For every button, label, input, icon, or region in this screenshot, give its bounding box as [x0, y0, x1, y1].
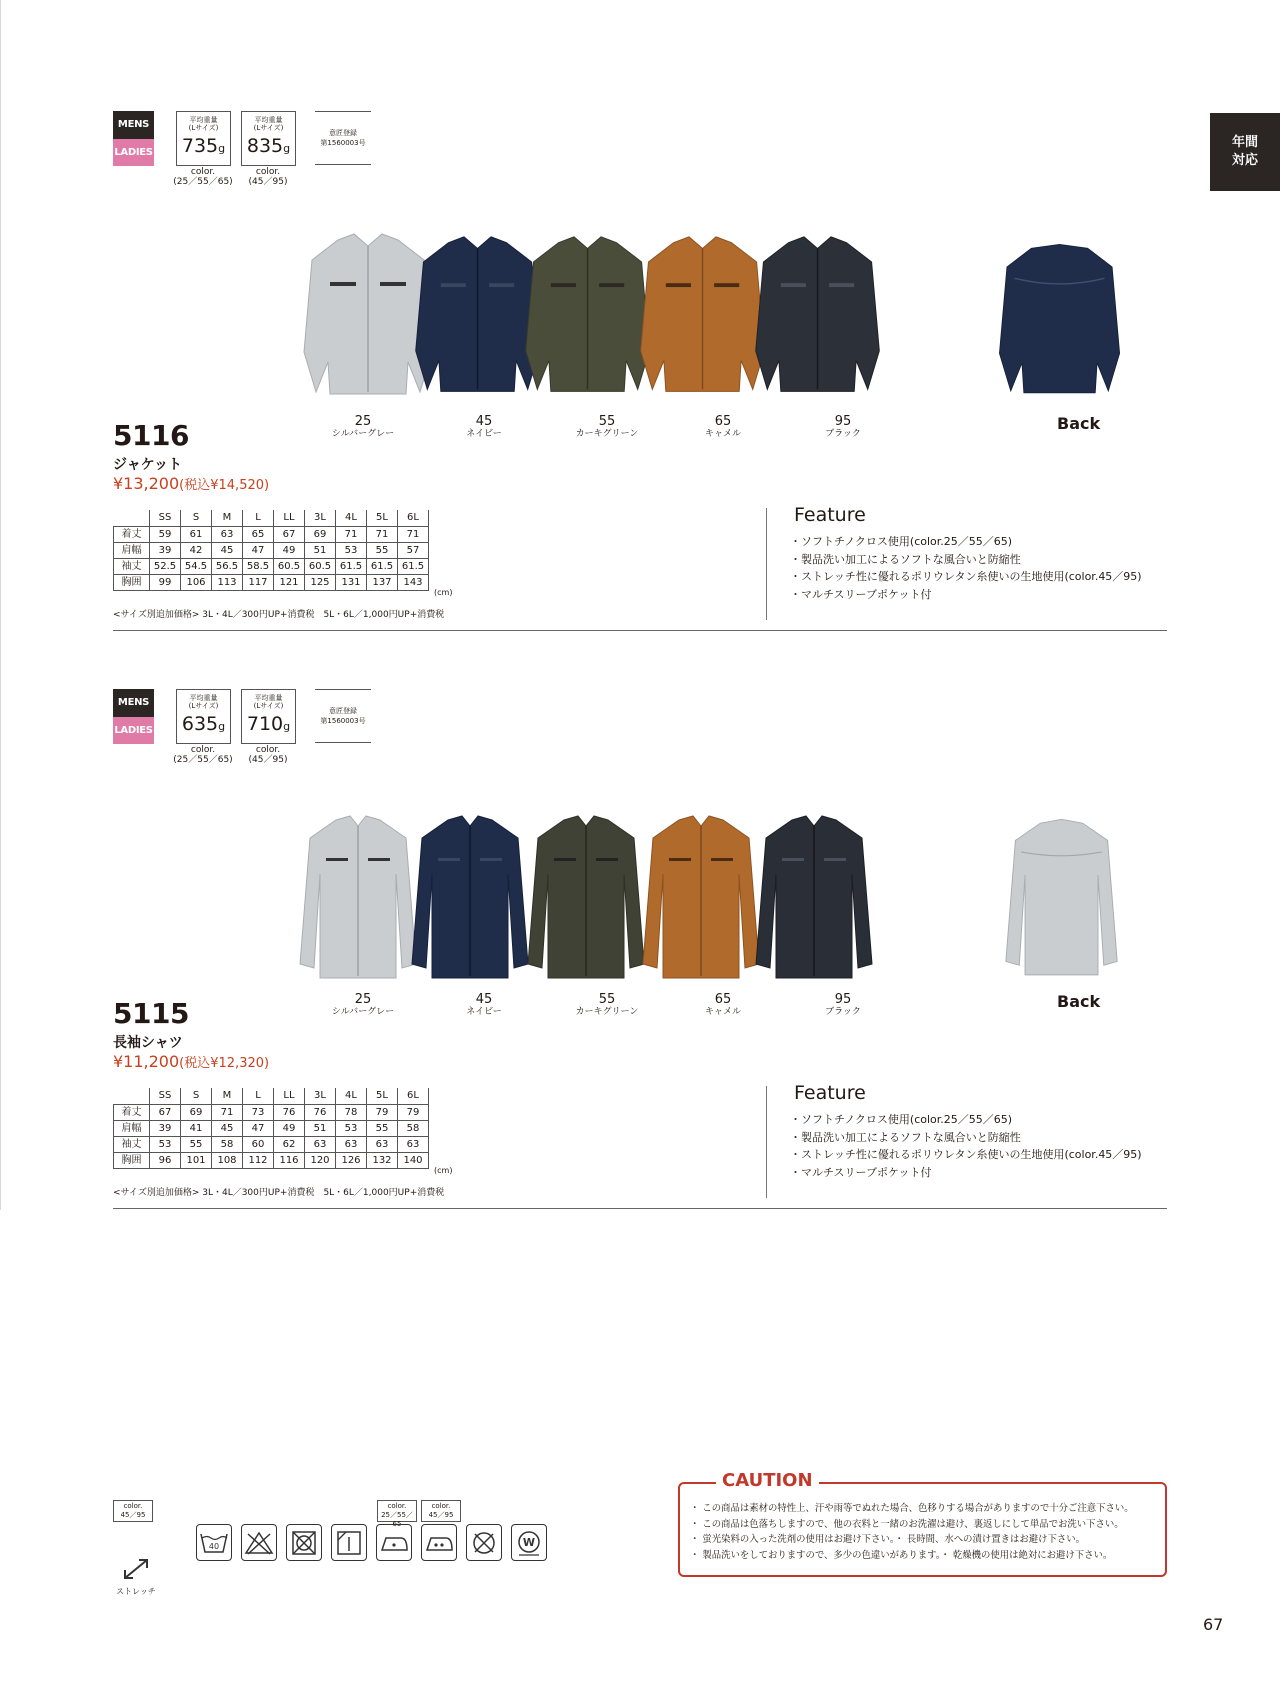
product-name: ジャケット [113, 457, 183, 473]
weight-value: 835g [246, 135, 291, 157]
size-cell: 143 [398, 574, 429, 590]
feature-item: ・ソフトチノクロス使用(color.25／55／65) [790, 535, 1013, 548]
feature-title: Feature [794, 1082, 866, 1104]
size-cell: 71 [398, 526, 429, 542]
size-cell: 99 [150, 574, 181, 590]
size-cell: 63 [398, 1136, 429, 1152]
size-header: S [181, 1088, 212, 1104]
ladies-badge: LADIES [113, 717, 154, 744]
size-header: 3L [305, 1088, 336, 1104]
size-row [114, 558, 429, 574]
size-cell: 58 [212, 1136, 243, 1152]
mens-badge: MENS [113, 111, 154, 139]
size-header: L [243, 1088, 274, 1104]
size-cell: 49 [274, 1120, 305, 1136]
color-code: 25 [354, 992, 372, 1007]
design-registration: 意匠登録 第1560003号 [315, 689, 371, 743]
size-cell: 69 [305, 526, 336, 542]
weight-value: 635g [181, 713, 226, 735]
color-code: 45 [475, 992, 493, 1007]
weight-value: 735g [181, 135, 226, 157]
feature-item: ・ストレッチ性に優れるポリウレタン糸使いの生地使用(color.45／95) [790, 1148, 1142, 1161]
size-cell: 76 [305, 1104, 336, 1120]
size-cell: 116 [274, 1152, 305, 1168]
size-cell: 69 [181, 1104, 212, 1120]
color-name: ネイビー [466, 1007, 502, 1017]
size-cell: 41 [181, 1120, 212, 1136]
size-cell: 63 [367, 1136, 398, 1152]
size-header: 6L [398, 510, 429, 526]
color-code: 65 [714, 992, 732, 1007]
color-code: 45 [475, 414, 493, 429]
product-price: ¥13,200(税込¥14,520) [113, 474, 270, 493]
jacket-back-image [992, 238, 1128, 403]
size-cell: 125 [305, 574, 336, 590]
iron-low-icon [376, 1524, 412, 1561]
size-header: 5L [367, 510, 398, 526]
weight-color-note: color. (45／95) [248, 167, 288, 187]
shirt-back-image [1002, 816, 1122, 982]
size-row-label: 着丈 [114, 526, 150, 542]
care-labels [113, 1500, 573, 1600]
size-cell: 45 [212, 1120, 243, 1136]
section-rule [113, 1208, 1167, 1209]
size-row-label: 袖丈 [114, 558, 150, 574]
size-cell: 63 [336, 1136, 367, 1152]
size-table-header [114, 510, 429, 526]
shirt-image-25 [296, 814, 421, 984]
size-header: 4L [336, 1088, 367, 1104]
size-extra-price: <サイズ別追加価格> 3L・4L／300円UP+消費税 5L・6L／1,000円UP+消費税 [113, 1188, 445, 1198]
feature-divider [766, 1086, 767, 1198]
feature-item: ・マルチスリーブポケット付 [790, 587, 932, 601]
feature-item: ・ストレッチ性に優れるポリウレタン糸使いの生地使用(color.45／95) [790, 570, 1142, 583]
wet-clean-icon [511, 1524, 547, 1561]
page-number: 67 [1203, 1615, 1224, 1634]
caution-item: ・ 製品洗いをしておりますので、多少の色違いがあります。・ 乾燥機の使用は絶対にお避け下さい。 [690, 1549, 1113, 1561]
size-cell: 140 [398, 1152, 429, 1168]
size-extra-price: <サイズ別追加価格> 3L・4L／300円UP+消費税 5L・6L／1,000円UP+消費税 [113, 610, 445, 620]
size-header: S [181, 510, 212, 526]
size-cell: 108 [212, 1152, 243, 1168]
size-cell: 47 [243, 542, 274, 558]
size-header: M [212, 1088, 243, 1104]
size-cell: 78 [336, 1104, 367, 1120]
back-label: Back [1057, 414, 1101, 433]
weight-value: 710g [246, 713, 291, 735]
color-name: キャメル [704, 1007, 741, 1017]
size-header: LL [274, 1088, 305, 1104]
size-cell: 132 [367, 1152, 398, 1168]
size-cell: 55 [181, 1136, 212, 1152]
size-row-label: 胸囲 [114, 1152, 150, 1168]
weight-box [241, 689, 296, 744]
size-row-label: 肩幅 [114, 1120, 150, 1136]
caution-list [690, 1501, 1134, 1563]
product-section-5116 [0, 0, 1280, 640]
caution-item: ・ この商品は色落ちしますので、他の衣料と一緒のお洗濯は避け、裏返しにして単品でお洗い下さい。 [690, 1518, 1124, 1530]
weight-box [176, 689, 231, 744]
size-cell: 39 [150, 542, 181, 558]
color-code: 65 [714, 414, 732, 429]
size-cell: 55 [367, 1120, 398, 1136]
stretch-color-tag: color. 45／95 [113, 1500, 153, 1522]
size-cell: 62 [274, 1136, 305, 1152]
size-row-label: 袖丈 [114, 1136, 150, 1152]
size-header: LL [274, 510, 305, 526]
wash-40-icon [196, 1524, 232, 1561]
size-cell: 73 [243, 1104, 274, 1120]
size-cell: 53 [150, 1136, 181, 1152]
size-row [114, 542, 429, 558]
size-header: 4L [336, 510, 367, 526]
color-code: 95 [834, 992, 852, 1007]
size-header: L [243, 510, 274, 526]
color-name: ネイビー [466, 429, 502, 439]
size-cell: 53 [336, 542, 367, 558]
size-cell: 51 [305, 1120, 336, 1136]
size-table-header [114, 1088, 429, 1104]
size-cell: 71 [367, 526, 398, 542]
size-cell: 47 [243, 1120, 274, 1136]
size-unit: (cm) [434, 588, 453, 597]
size-row [114, 1152, 429, 1168]
shirt-image-55 [524, 814, 649, 984]
product-name: 長袖シャツ [113, 1035, 183, 1051]
size-header: 3L [305, 510, 336, 526]
color-code: 95 [834, 414, 852, 429]
feature-item: ・ソフトチノクロス使用(color.25／55／65) [790, 1113, 1013, 1126]
size-cell: 45 [212, 542, 243, 558]
stretch-label: ストレッチ [116, 1587, 156, 1596]
size-cell: 60.5 [274, 558, 305, 574]
size-cell: 61.5 [367, 558, 398, 574]
size-cell: 63 [305, 1136, 336, 1152]
size-header: SS [150, 1088, 181, 1104]
size-cell: 60.5 [305, 558, 336, 574]
size-cell: 67 [274, 526, 305, 542]
weight-box [241, 111, 296, 166]
no-tumble-dry-icon [286, 1524, 322, 1561]
size-cell: 39 [150, 1120, 181, 1136]
jacket-image-95 [748, 232, 888, 402]
caution-title: CAUTION [716, 1470, 819, 1491]
size-cell: 79 [398, 1104, 429, 1120]
weight-box [176, 111, 231, 166]
feature-title: Feature [794, 504, 866, 526]
size-cell: 79 [367, 1104, 398, 1120]
feature-item: ・製品洗い加工によるソフトな風合いと防縮性 [790, 552, 1021, 566]
size-cell: 49 [274, 542, 305, 558]
weight-label: 平均重量 (Lサイズ) [253, 694, 284, 710]
size-cell: 56.5 [212, 558, 243, 574]
size-unit: (cm) [434, 1166, 453, 1175]
ladies-badge: LADIES [113, 139, 154, 166]
size-cell: 137 [367, 574, 398, 590]
size-row [114, 1120, 429, 1136]
size-row-label: 胸囲 [114, 574, 150, 590]
product-photos [296, 232, 1156, 452]
weight-color-note: color. (25／55／65) [173, 745, 233, 765]
size-cell: 53 [336, 1120, 367, 1136]
iron-color-tag: color. 25／55／65 [377, 1500, 417, 1522]
design-registration: 意匠登録 第1560003号 [315, 111, 371, 165]
product-section-5115 [0, 578, 1280, 1218]
color-name: ブラック [825, 1007, 861, 1017]
feature-item: ・マルチスリーブポケット付 [790, 1165, 932, 1179]
wash-temp: 40 [208, 1541, 220, 1551]
color-name: シルバーグレー [331, 1007, 395, 1017]
color-name: ブラック [825, 429, 861, 439]
size-cell: 96 [150, 1152, 181, 1168]
size-cell: 117 [243, 574, 274, 590]
mens-badge: MENS [113, 689, 154, 717]
size-cell: 59 [150, 526, 181, 542]
caution-item: ・ 蛍光染料の入った洗剤の使用はお避け下さい。・ 長時間、水への漬け置きはお避け下さい。 [690, 1534, 1086, 1545]
weight-color-note: color. (25／55／65) [173, 167, 233, 187]
color-name: カーキグリーン [575, 1007, 639, 1017]
weight-label: 平均重量 (Lサイズ) [188, 116, 219, 132]
weight-color-note: color. (45／95) [248, 745, 288, 765]
size-cell: 71 [336, 526, 367, 542]
color-name: シルバーグレー [331, 429, 395, 439]
stretch-icon [121, 1556, 151, 1582]
iron-medium-icon [421, 1524, 457, 1561]
size-cell: 60 [243, 1136, 274, 1152]
back-label: Back [1057, 992, 1101, 1011]
size-row-label: 着丈 [114, 1104, 150, 1120]
color-code: 55 [598, 992, 616, 1007]
size-cell: 101 [181, 1152, 212, 1168]
size-cell: 58.5 [243, 558, 274, 574]
spec-badges [113, 111, 373, 191]
size-cell: 61.5 [398, 558, 429, 574]
size-cell: 112 [243, 1152, 274, 1168]
feature-list [790, 1111, 1142, 1181]
size-header: 5L [367, 1088, 398, 1104]
size-cell: 51 [305, 542, 336, 558]
size-table [113, 1088, 429, 1169]
size-cell: 57 [398, 542, 429, 558]
size-row [114, 1136, 429, 1152]
size-cell: 54.5 [181, 558, 212, 574]
season-tab-line2: 対応 [1231, 153, 1258, 168]
size-cell: 121 [274, 574, 305, 590]
caution-item: ・ この商品は素材の特性上、汗や雨等でぬれた場合、色移りする場合がありますので十分ご注意下さい。 [690, 1503, 1134, 1514]
caution-box [678, 1470, 1167, 1577]
season-tab-line1: 年間 [1231, 135, 1258, 150]
product-photos [296, 810, 1156, 1030]
color-code: 55 [598, 414, 616, 429]
weight-label: 平均重量 (Lサイズ) [188, 694, 219, 710]
no-bleach-icon [241, 1524, 277, 1561]
size-cell: 61 [181, 526, 212, 542]
model-number: 5115 [113, 997, 189, 1030]
size-header: 6L [398, 1088, 429, 1104]
size-cell: 52.5 [150, 558, 181, 574]
svg-text:W: W [522, 1535, 536, 1549]
size-cell: 131 [336, 574, 367, 590]
size-cell: 42 [181, 542, 212, 558]
line-dry-shade-icon [331, 1524, 367, 1561]
color-name: キャメル [704, 429, 741, 439]
shirt-image-95 [752, 814, 877, 984]
size-row-label: 肩幅 [114, 542, 150, 558]
size-cell: 126 [336, 1152, 367, 1168]
size-row [114, 526, 429, 542]
size-cell: 65 [243, 526, 274, 542]
size-cell: 120 [305, 1152, 336, 1168]
product-price: ¥11,200(税込¥12,320) [113, 1052, 270, 1071]
size-cell: 71 [212, 1104, 243, 1120]
size-cell: 76 [274, 1104, 305, 1120]
size-header: M [212, 510, 243, 526]
color-code: 25 [354, 414, 372, 429]
color-name: カーキグリーン [575, 429, 639, 439]
size-cell: 67 [150, 1104, 181, 1120]
size-cell: 61.5 [336, 558, 367, 574]
weight-label: 平均重量 (Lサイズ) [253, 116, 284, 132]
shirt-image-45 [408, 814, 533, 984]
model-number: 5116 [113, 419, 189, 452]
size-cell: 63 [212, 526, 243, 542]
spec-badges [113, 689, 373, 769]
feature-item: ・製品洗い加工によるソフトな風合いと防縮性 [790, 1130, 1021, 1144]
no-dry-clean-icon [466, 1524, 502, 1561]
size-cell: 113 [212, 574, 243, 590]
iron-color-tag: color. 45／95 [421, 1500, 461, 1522]
size-header: SS [150, 510, 181, 526]
size-cell: 55 [367, 542, 398, 558]
size-row [114, 1104, 429, 1120]
size-cell: 58 [398, 1120, 429, 1136]
shirt-image-65 [639, 814, 764, 984]
size-cell: 106 [181, 574, 212, 590]
